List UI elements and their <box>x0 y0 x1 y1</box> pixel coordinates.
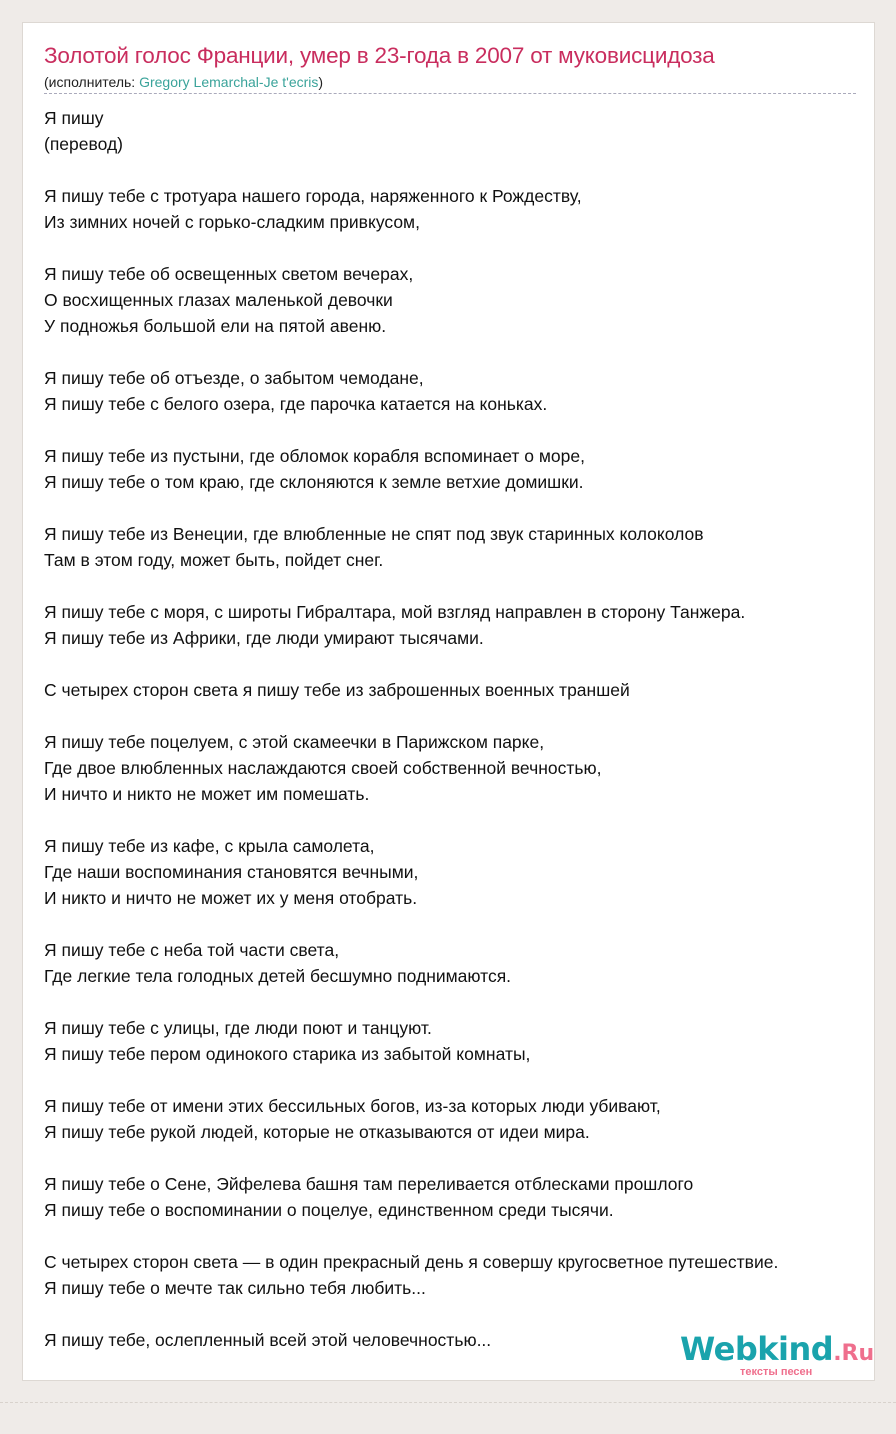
page-title: Золотой голос Франции, умер в 23-года в 2007 от муковисцидоза <box>44 43 715 68</box>
lyric-line <box>44 651 778 677</box>
lyric-line: Я пишу тебе об освещенных светом вечерах, <box>44 264 414 284</box>
lyric-line: С четырех сторон света — в один прекрасный день я совершу кругосветное путешествие. <box>44 1252 779 1272</box>
lyric-line <box>44 157 778 183</box>
lyric-line: И ничто и никто не может им помешать. <box>44 784 370 804</box>
lyric-line: Из зимних ночей с горько-сладким привкусом, <box>44 212 420 232</box>
logo-wordmark <box>680 1330 875 1368</box>
lyric-line <box>44 1067 778 1093</box>
artist-suffix: ) <box>318 74 324 90</box>
lyric-line: Я пишу тебе пером одинокого старика из забытой комнаты, <box>44 1044 531 1064</box>
webkind-logo[interactable] <box>680 1330 875 1381</box>
lyric-line <box>44 989 778 1015</box>
lyric-line <box>44 417 778 443</box>
lyric-line: Я пишу тебе из кафе, с крыла самолета, <box>44 836 375 856</box>
lyric-line: Я пишу тебе с моря, с широты Гибралтара, мой взгляд направлен в сторону Танжера. <box>44 602 746 622</box>
lyric-line: Я пишу тебе из пустыни, где обломок корабля вспоминает о море, <box>44 446 585 466</box>
lyrics-text <box>44 105 778 1353</box>
footer-divider <box>0 1402 896 1403</box>
lyric-line <box>44 339 778 365</box>
lyric-line: Я пишу тебе с тротуара нашего города, наряженного к Рождеству, <box>44 186 582 206</box>
artist-line <box>44 74 323 90</box>
lyric-line <box>44 1223 778 1249</box>
lyric-line: Я пишу тебе с белого озера, где парочка катается на коньках. <box>44 394 548 414</box>
artist-link[interactable]: Gregory Lemarchal-Je t'ecris <box>139 74 319 90</box>
logo-tld: .Ru <box>833 1341 875 1366</box>
lyric-line <box>44 703 778 729</box>
lyric-line <box>44 1145 778 1171</box>
lyric-line: Я пишу тебе с улицы, где люди поют и танцуют. <box>44 1018 432 1038</box>
lyric-line <box>44 235 778 261</box>
lyric-line: И никто и ничто не может их у меня отобрать. <box>44 888 418 908</box>
lyric-line: Где наши воспоминания становятся вечными, <box>44 862 419 882</box>
lyric-line: Я пишу тебе из Африки, где люди умирают тысячами. <box>44 628 484 648</box>
logo-main: Webkind <box>680 1330 834 1368</box>
lyric-line <box>44 495 778 521</box>
logo-tagline: тексты песен <box>740 1366 813 1378</box>
lyric-line: Я пишу тебе о том краю, где склоняются к земле ветхие домишки. <box>44 472 584 492</box>
lyric-line: Я пишу тебе с неба той части света, <box>44 940 340 960</box>
artist-prefix: (исполнитель: <box>44 74 140 90</box>
lyric-line: (перевод) <box>44 134 123 154</box>
lyric-line: Где двое влюбленных наслаждаются своей собственной вечностью, <box>44 758 602 778</box>
lyric-line <box>44 807 778 833</box>
lyric-line: Я пишу <box>44 108 104 128</box>
lyric-line: Я пишу тебе поцелуем, с этой скамеечки в Парижском парке, <box>44 732 545 752</box>
lyric-line: Я пишу тебе о Сене, Эйфелева башня там переливается отблесками прошлого <box>44 1174 694 1194</box>
lyric-line <box>44 1301 778 1327</box>
lyric-line: Там в этом году, может быть, пойдет снег. <box>44 550 384 570</box>
lyric-line: Я пишу тебе из Венеции, где влюбленные не спят под звук старинных колоколов <box>44 524 704 544</box>
lyric-line: С четырех сторон света я пишу тебе из заброшенных военных траншей <box>44 680 630 700</box>
lyric-line: У подножья большой ели на пятой авеню. <box>44 316 387 336</box>
lyric-line: Где легкие тела голодных детей бесшумно поднимаются. <box>44 966 512 986</box>
lyric-line: Я пишу тебе, ослепленный всей этой человечностью... <box>44 1330 492 1350</box>
divider <box>44 93 856 94</box>
lyric-line: Я пишу тебе рукой людей, которые не отказываются от идеи мира. <box>44 1122 590 1142</box>
lyric-line: О восхищенных глазах маленькой девочки <box>44 290 393 310</box>
lyric-line <box>44 573 778 599</box>
lyric-line: Я пишу тебе о воспоминании о поцелуе, единственном среди тысячи. <box>44 1200 614 1220</box>
lyric-line <box>44 911 778 937</box>
lyric-line: Я пишу тебе об отъезде, о забытом чемодане, <box>44 368 424 388</box>
lyric-line: Я пишу тебе о мечте так сильно тебя любить... <box>44 1278 426 1298</box>
lyric-line: Я пишу тебе от имени этих бессильных богов, из-за которых люди убивают, <box>44 1096 661 1116</box>
lyrics-card <box>22 22 875 1381</box>
